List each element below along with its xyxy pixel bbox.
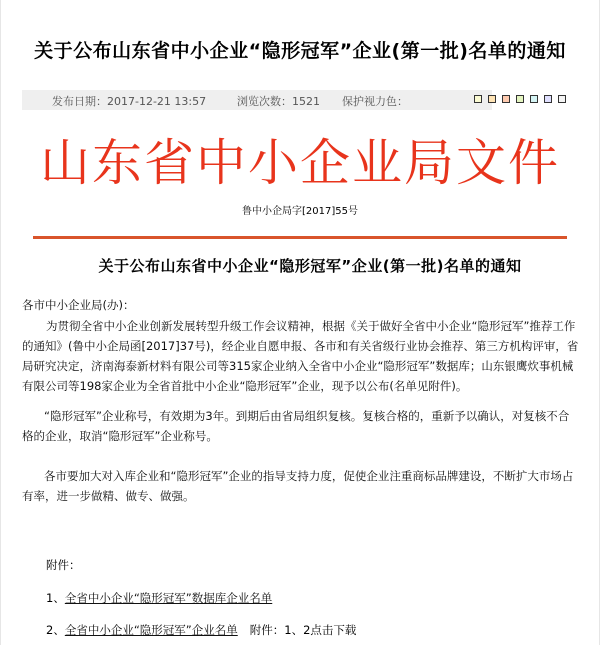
attachment-number: 2、 xyxy=(46,623,65,637)
color-swatch-7[interactable] xyxy=(558,95,566,103)
color-swatch-5[interactable] xyxy=(530,95,538,103)
eye-care-swatches xyxy=(474,95,566,103)
document-number: 鲁中小企局字[2017]55号 xyxy=(242,206,358,217)
attachment-item xyxy=(46,590,272,606)
paragraph-2: “隐形冠军”企业称号，有效期为3年。到期后由省局组织复核。复核合格的，重新予以确认，对复核不合格的企业，取消“隐形冠军”企业称号。 xyxy=(22,409,570,443)
color-swatch-1[interactable] xyxy=(474,95,482,103)
attachment-link-1[interactable]: 全省中小企业“隐形冠军”数据库企业名单 xyxy=(64,591,273,605)
document-title: 关于公布山东省中小企业“隐形冠军”企业(第一批)名单的通知 xyxy=(98,257,522,276)
attachment-link-2[interactable]: 全省中小企业“隐形冠军”企业名单 xyxy=(64,623,238,637)
paragraph-3: 各市要加大对入库企业和“隐形冠军”企业的指导支持力度，促使企业注重商标品牌建设，不断扩大市场占有率，进一步做精、做专、做强。 xyxy=(22,469,574,503)
letterhead-heading: 山东省中小企业局文件 xyxy=(40,134,560,192)
salutation: 各市中小企业局(办)： xyxy=(22,298,135,312)
attachment-number: 1、 xyxy=(46,591,65,605)
color-swatch-4[interactable] xyxy=(516,95,524,103)
red-divider xyxy=(33,236,567,239)
color-swatch-6[interactable] xyxy=(544,95,552,103)
color-swatch-3[interactable] xyxy=(502,95,510,103)
attachments-label: 附件： xyxy=(46,558,81,572)
view-count: 浏览次数：1521 xyxy=(237,95,320,108)
page-title: 关于公布山东省中小企业“隐形冠军”企业(第一批)名单的通知 xyxy=(34,39,566,62)
paragraph-1: 为贯彻全省中小企业创新发展转型升级工作会议精神，根据《关于做好全省中小企业“隐形冠军”推荐工作的通知》(鲁中小企局函[2017]37号)，经企业自愿申报、各市和有关省级行业协会推荐、第三方机构评审，省局研究决定，济南海泰新材料有限公司等315家企业纳入全省中小企业“隐形冠军”数据库；山东银鹰炊事机械有限公司等198家企业为全省首批中小企业“隐形冠军”企业，现予以公布(名单见附件)。 xyxy=(22,319,579,393)
attachment-item xyxy=(46,622,356,638)
color-swatch-2[interactable] xyxy=(488,95,496,103)
eye-care-label: 保护视力色： xyxy=(342,95,408,108)
publish-date: 发布日期：2017-12-21 13:57 xyxy=(52,95,207,108)
download-hint: 附件：1、2点击下载 xyxy=(249,623,357,637)
meta-bar xyxy=(22,90,492,110)
